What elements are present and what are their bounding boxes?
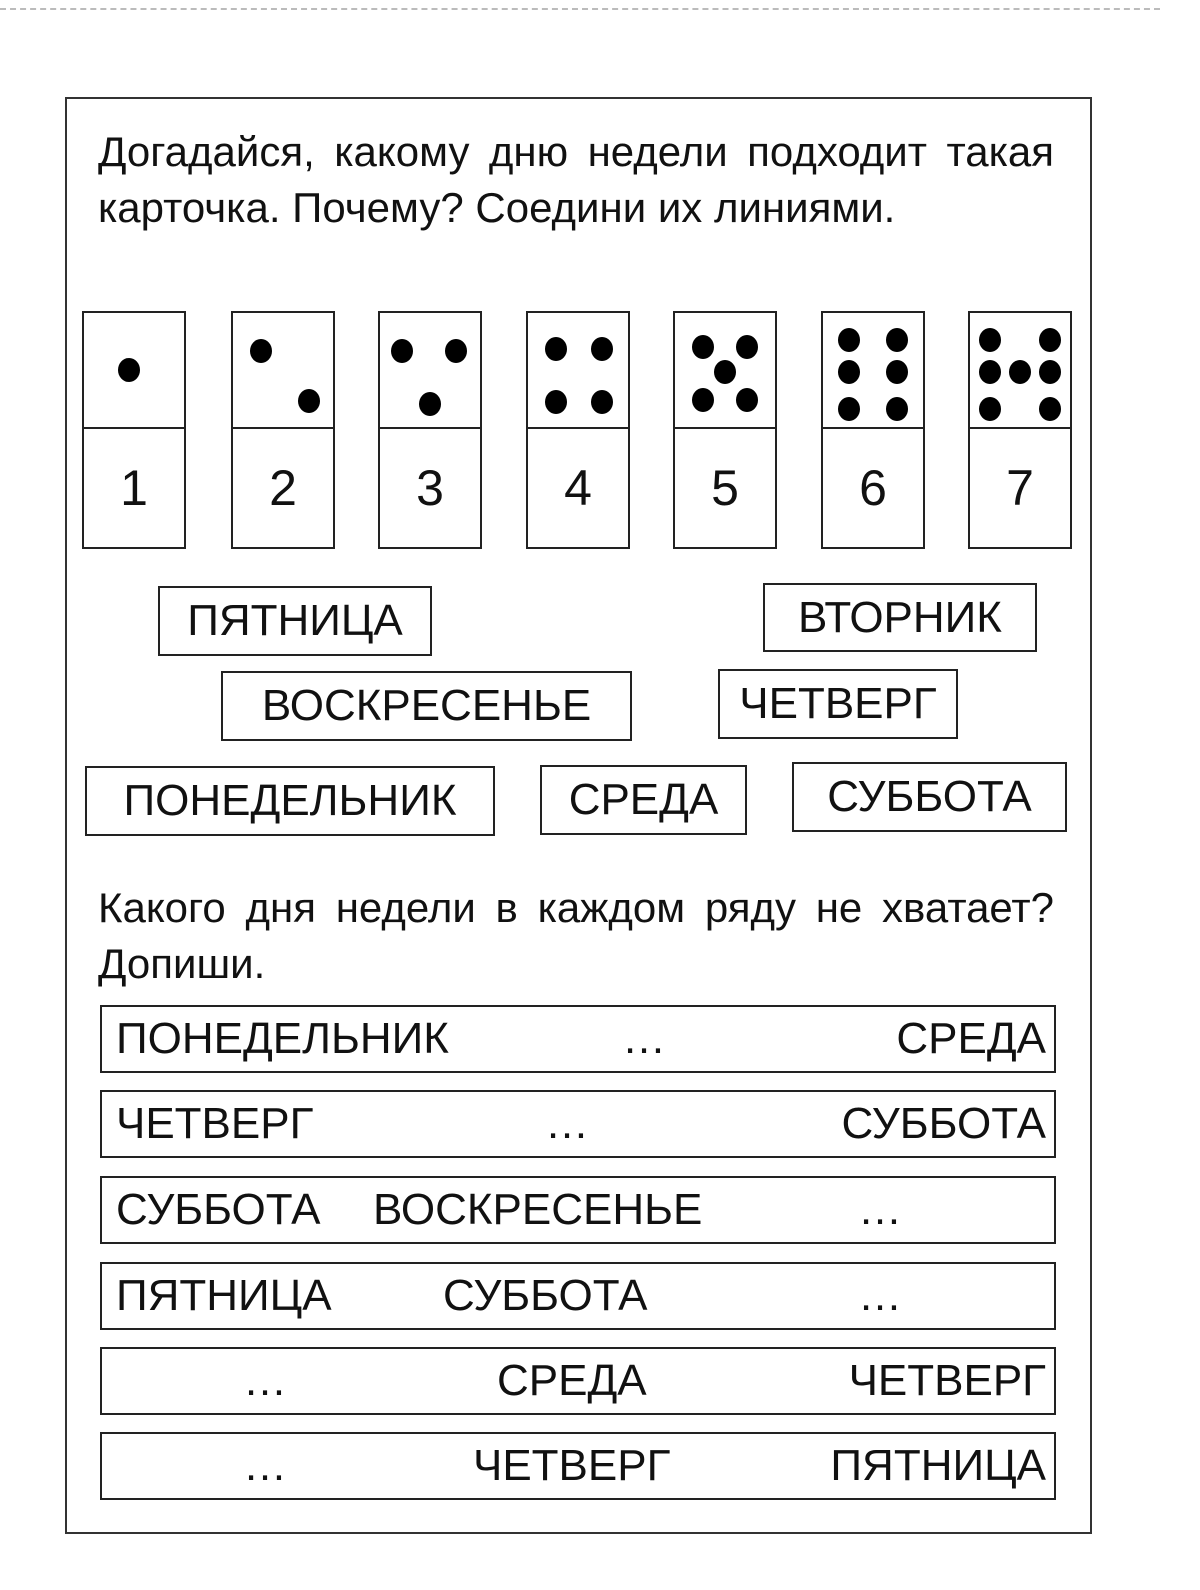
dot — [591, 390, 613, 414]
row-item: ПОНЕДЕЛЬНИК — [116, 1014, 449, 1063]
dot — [118, 358, 140, 382]
scan-edge-line — [0, 8, 1160, 10]
row-item: ПЯТНИЦА — [116, 1271, 332, 1320]
card-number: 7 — [1006, 460, 1034, 516]
sequence-row-3[interactable] — [100, 1176, 1056, 1244]
sequence-row-6[interactable] — [100, 1432, 1056, 1500]
dot — [979, 397, 1001, 421]
dot-card-3[interactable] — [378, 311, 482, 549]
dot — [736, 388, 758, 412]
dot — [391, 339, 413, 363]
dot — [1009, 360, 1031, 384]
card-number: 4 — [564, 460, 592, 516]
dot — [692, 335, 714, 359]
dot — [886, 397, 908, 421]
row-item: СРЕДА — [896, 1014, 1046, 1063]
task1-instructions: Догадайся, какому дню недели подходит такая карточка. Почему? Соедини их линиями. — [98, 128, 1054, 231]
dot — [445, 339, 467, 363]
dot — [692, 388, 714, 412]
blank-placeholder[interactable]: … — [858, 1271, 902, 1320]
dot-area — [84, 313, 184, 429]
dot-area — [823, 313, 923, 429]
dot — [886, 328, 908, 352]
dot — [1039, 328, 1061, 352]
dot — [714, 360, 736, 384]
day-card-wednesday[interactable]: СРЕДА — [540, 765, 747, 835]
row-item: ПЯТНИЦА — [830, 1441, 1046, 1490]
row-item: СУББОТА — [443, 1271, 648, 1320]
blank-placeholder[interactable]: … — [858, 1185, 902, 1234]
day-card-sunday[interactable]: ВОСКРЕСЕНЬЕ — [221, 671, 632, 741]
row-item: ВОСКРЕСЕНЬЕ — [373, 1185, 703, 1234]
sequence-row-4[interactable] — [100, 1262, 1056, 1330]
row-item: СУББОТА — [116, 1185, 321, 1234]
card-number: 6 — [859, 460, 887, 516]
dot-area — [380, 313, 480, 429]
dot-card-6[interactable] — [821, 311, 925, 549]
dot-area — [970, 313, 1070, 429]
blank-placeholder[interactable]: … — [545, 1099, 589, 1148]
dot — [545, 337, 567, 361]
dot — [838, 328, 860, 352]
dot — [886, 360, 908, 384]
dot — [298, 389, 320, 413]
dot-card-7[interactable] — [968, 311, 1072, 549]
day-card-monday[interactable]: ПОНЕДЕЛЬНИК — [85, 766, 495, 836]
card-number: 2 — [269, 460, 297, 516]
dot-card-1[interactable] — [82, 311, 186, 549]
row-item: СРЕДА — [497, 1356, 647, 1405]
dot — [545, 390, 567, 414]
dot — [591, 337, 613, 361]
sequence-row-1[interactable] — [100, 1005, 1056, 1073]
dot — [736, 335, 758, 359]
dot — [419, 392, 441, 416]
dot-card-4[interactable] — [526, 311, 630, 549]
dot — [979, 328, 1001, 352]
blank-placeholder[interactable]: … — [622, 1014, 666, 1063]
dot-card-2[interactable] — [231, 311, 335, 549]
row-item: ЧЕТВЕРГ — [473, 1441, 671, 1490]
task2-instructions: Какого дня недели в каждом ряду не хватает? Допиши. — [98, 884, 1054, 987]
row-item: ЧЕТВЕРГ — [116, 1099, 314, 1148]
dot — [1039, 397, 1061, 421]
dot — [838, 360, 860, 384]
card-number: 5 — [711, 460, 739, 516]
dot-area — [233, 313, 333, 429]
day-card-tuesday[interactable]: ВТОРНИК — [763, 583, 1037, 652]
dot-card-5[interactable] — [673, 311, 777, 549]
row-item: ЧЕТВЕРГ — [848, 1356, 1046, 1405]
day-card-saturday[interactable]: СУББОТА — [792, 762, 1067, 832]
day-card-friday[interactable]: ПЯТНИЦА — [158, 586, 432, 656]
day-card-thursday[interactable]: ЧЕТВЕРГ — [718, 669, 958, 739]
dot-area — [675, 313, 775, 429]
sequence-row-2[interactable] — [100, 1090, 1056, 1158]
dot — [979, 360, 1001, 384]
sequence-row-5[interactable] — [100, 1347, 1056, 1415]
dot — [250, 339, 272, 363]
dot-area — [528, 313, 628, 429]
blank-placeholder[interactable]: … — [243, 1441, 287, 1490]
dot — [1039, 360, 1061, 384]
dot — [838, 397, 860, 421]
row-item: СУББОТА — [841, 1099, 1046, 1148]
card-number: 3 — [416, 460, 444, 516]
card-number: 1 — [120, 460, 148, 516]
blank-placeholder[interactable]: … — [243, 1356, 287, 1405]
